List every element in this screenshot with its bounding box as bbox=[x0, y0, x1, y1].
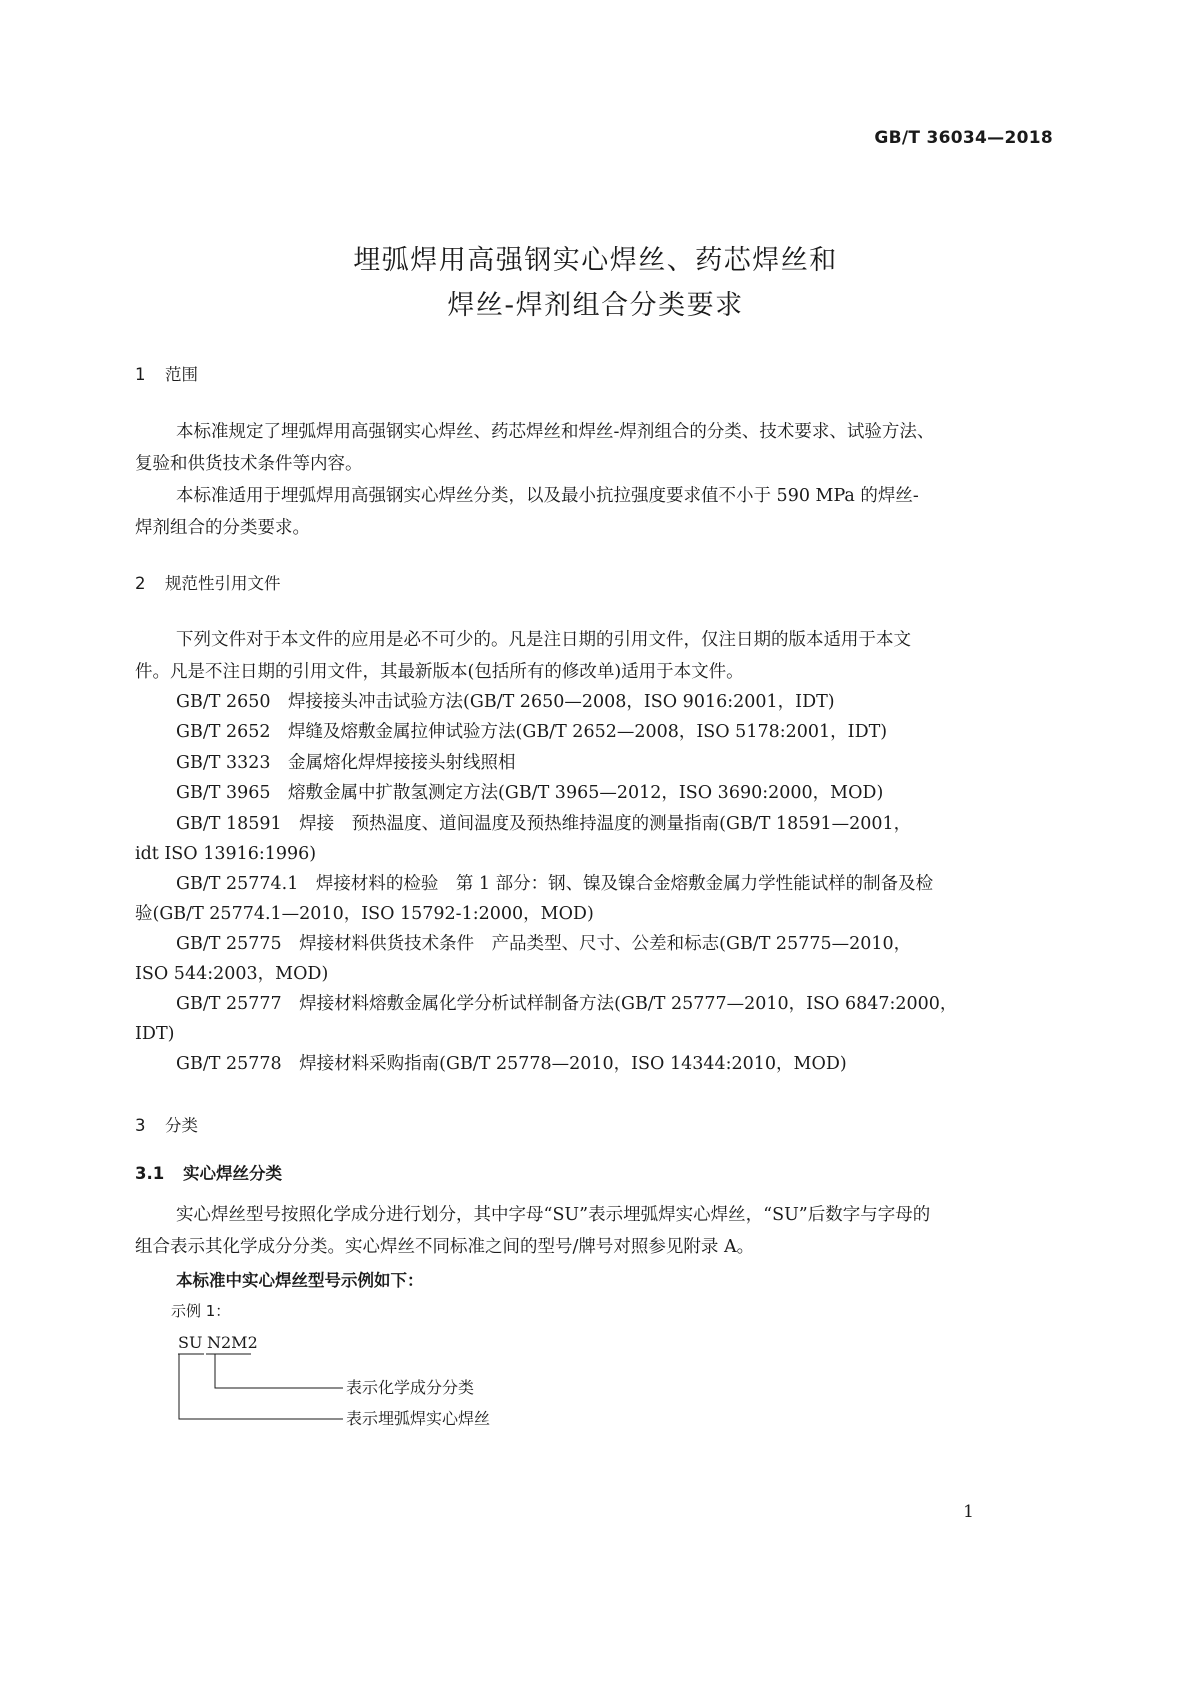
section-number: 2 bbox=[135, 574, 146, 593]
example-label: 示例 1： bbox=[171, 1302, 231, 1320]
paragraph-line: 下列文件对于本文件的应用是必不可少的。凡是注日期的引用文件，仅注日期的版本适用于本文 bbox=[176, 630, 911, 650]
designation-part-su: SU bbox=[178, 1335, 203, 1352]
section-number: 3 bbox=[135, 1116, 146, 1135]
section-3-heading bbox=[135, 1112, 198, 1136]
reference-item-continuation: 验(GB/T 25774.1—2010，ISO 15792-1:2000，MOD) bbox=[135, 904, 594, 924]
reference-item: GB/T 25778 焊接材料采购指南(GB/T 25778—2010，ISO 14344:2010，MOD) bbox=[176, 1054, 847, 1074]
designation-part-chem: N2M2 bbox=[207, 1335, 258, 1352]
standard-code: GB/T 36034—2018 bbox=[874, 128, 1053, 148]
document-title-line-2: 焊丝-焊剂组合分类要求 bbox=[447, 290, 744, 321]
section-title: 分类 bbox=[165, 1116, 198, 1135]
callout-line-chem bbox=[215, 1354, 343, 1388]
paragraph-line: 组合表示其化学成分分类。实心焊丝不同标准之间的型号/牌号对照参见附录 A。 bbox=[135, 1237, 755, 1257]
subsection-title: 实心焊丝分类 bbox=[183, 1164, 282, 1183]
section-number: 1 bbox=[135, 365, 146, 384]
reference-item: GB/T 25774.1 焊接材料的检验 第 1 部分：钢、镍及镍合金熔敷金属力学性能试样的制备及检 bbox=[176, 874, 934, 894]
reference-item-continuation: ISO 544:2003，MOD) bbox=[135, 964, 329, 984]
paragraph-line: 复验和供货技术条件等内容。 bbox=[135, 454, 363, 474]
reference-item: GB/T 2650 焊接接头冲击试验方法(GB/T 2650—2008，ISO 9016:2001，IDT) bbox=[176, 692, 835, 712]
callout-line-su bbox=[179, 1354, 343, 1419]
reference-item-continuation: idt ISO 13916:1996) bbox=[135, 844, 317, 864]
section-title: 规范性引用文件 bbox=[165, 574, 281, 593]
section-1-heading bbox=[135, 361, 198, 385]
reference-item: GB/T 25775 焊接材料供货技术条件 产品类型、尺寸、公差和标志(GB/T 25775—2010， bbox=[176, 934, 912, 954]
paragraph-line: 焊剂组合的分类要求。 bbox=[135, 518, 310, 538]
paragraph-line: 本标准规定了埋弧焊用高强钢实心焊丝、药芯焊丝和焊丝-焊剂组合的分类、技术要求、试验方法、 bbox=[176, 422, 935, 442]
reference-item: GB/T 2652 焊缝及熔敷金属拉伸试验方法(GB/T 2652—2008，ISO 5178:2001，IDT) bbox=[176, 722, 888, 742]
subsection-number: 3.1 bbox=[135, 1164, 165, 1183]
subsection-3-1-heading bbox=[135, 1160, 282, 1184]
document-title-line-1: 埋弧焊用高强钢实心焊丝、药芯焊丝和 bbox=[353, 245, 838, 276]
page-number: 1 bbox=[963, 1502, 974, 1522]
reference-item-continuation: IDT) bbox=[135, 1024, 175, 1044]
section-title: 范围 bbox=[165, 365, 198, 384]
callout-label-su: 表示埋弧焊实心焊丝 bbox=[346, 1409, 491, 1428]
example-intro: 本标准中实心焊丝型号示例如下： bbox=[176, 1271, 424, 1290]
callout-label-chem: 表示化学成分分类 bbox=[346, 1378, 475, 1397]
designation-diagram bbox=[178, 1335, 578, 1535]
reference-item: GB/T 3323 金属熔化焊焊接接头射线照相 bbox=[176, 753, 516, 773]
reference-item: GB/T 25777 焊接材料熔敷金属化学分析试样制备方法(GB/T 25777—2010，ISO 6847:2000， bbox=[176, 994, 958, 1014]
paragraph-line: 件。凡是不注日期的引用文件，其最新版本(包括所有的修改单)适用于本文件。 bbox=[135, 662, 744, 682]
reference-item: GB/T 18591 焊接 预热温度、道间温度及预热维持温度的测量指南(GB/T 18591—2001， bbox=[176, 814, 912, 834]
paragraph-line: 实心焊丝型号按照化学成分进行划分，其中字母“SU”表示埋弧焊实心焊丝，“SU”后数字与字母的 bbox=[176, 1205, 931, 1225]
reference-item: GB/T 3965 熔敷金属中扩散氢测定方法(GB/T 3965—2012，ISO 3690:2000，MOD) bbox=[176, 783, 884, 803]
paragraph-line: 本标准适用于埋弧焊用高强钢实心焊丝分类，以及最小抗拉强度要求值不小于 590 MPa 的焊丝- bbox=[176, 486, 919, 506]
section-2-heading bbox=[135, 570, 281, 594]
